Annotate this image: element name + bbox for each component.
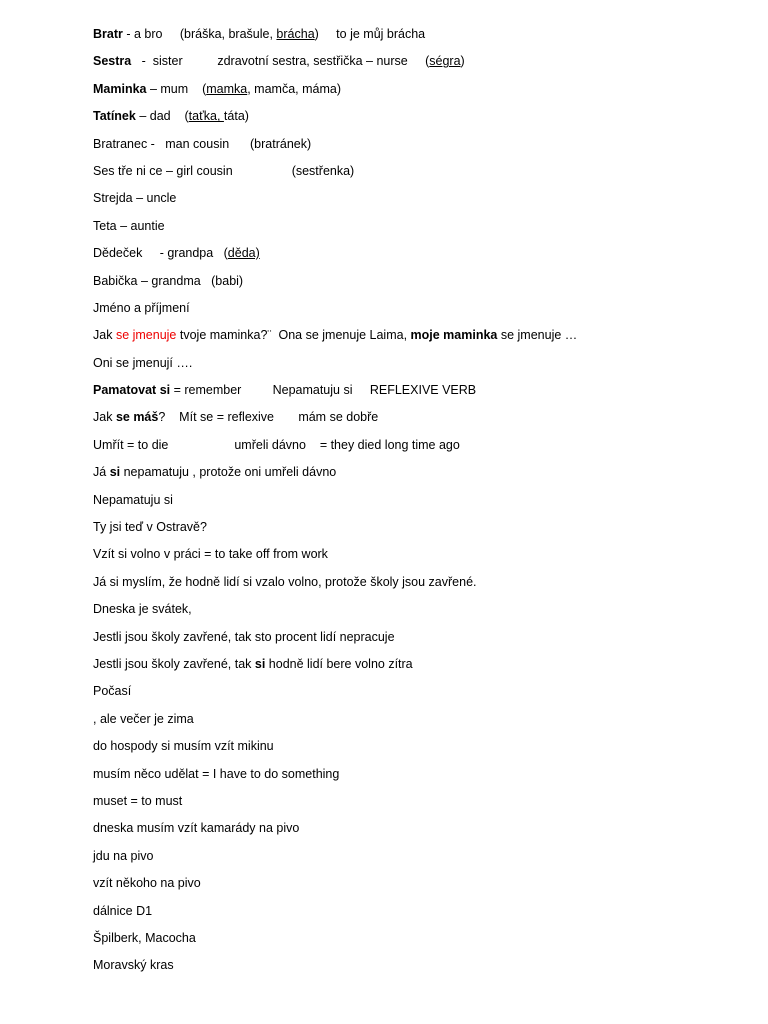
- text-segment: Strejda – uncle: [93, 191, 177, 206]
- text-segment: muset = to must: [93, 793, 183, 808]
- text-line: [93, 793, 733, 820]
- text-segment: se máš: [115, 410, 159, 425]
- text-line: [93, 464, 733, 491]
- text-segment: hodně lidí bere volno zítra: [265, 656, 413, 671]
- text-segment: Špilberk, Macocha: [93, 930, 196, 945]
- text-line: [93, 327, 733, 354]
- text-line: [93, 957, 733, 984]
- text-line: [93, 711, 733, 738]
- text-segment: mamka: [206, 81, 248, 96]
- text-segment: – mum (: [146, 81, 207, 96]
- text-segment: si: [109, 465, 121, 480]
- text-line: [93, 26, 733, 53]
- text-line: [93, 546, 733, 573]
- text-segment: Dneska je svátek,: [93, 602, 192, 617]
- text-segment: ) to je můj brácha: [314, 27, 426, 41]
- text-segment: musím něco udělat = I have to do something: [93, 766, 340, 781]
- text-line: [93, 273, 733, 300]
- text-segment: Počasí: [93, 684, 132, 699]
- text-line: [93, 574, 733, 601]
- text-line: [93, 218, 733, 245]
- document-page: [93, 26, 733, 985]
- text-segment: ): [460, 54, 465, 69]
- text-segment: taťka,: [188, 109, 224, 124]
- text-segment: , mamča, máma): [247, 81, 341, 96]
- text-line: [93, 875, 733, 902]
- text-segment: Pamatovat si: [93, 383, 171, 398]
- text-segment: Babička – grandma (babi): [93, 273, 244, 288]
- text-line: [93, 163, 733, 190]
- text-line: [93, 300, 733, 327]
- text-segment: Ty jsi teď v Ostravě?: [93, 520, 207, 535]
- text-segment: – dad (: [135, 109, 189, 124]
- text-line: [93, 245, 733, 272]
- text-segment: Bratr: [93, 27, 123, 41]
- text-segment: vzít někoho na pivo: [93, 876, 201, 891]
- text-line: [93, 382, 733, 409]
- text-line: [93, 81, 733, 108]
- text-line: [93, 190, 733, 217]
- text-segment: Teta – auntie: [93, 218, 165, 233]
- text-segment: Jak: [93, 328, 116, 343]
- text-line: [93, 355, 733, 382]
- text-line: [93, 656, 733, 683]
- text-segment: ségra: [429, 54, 461, 69]
- text-line: [93, 437, 733, 464]
- text-line: [93, 848, 733, 875]
- text-segment: Jméno a příjmení: [93, 300, 190, 315]
- text-segment: Jestli jsou školy zavřené, tak: [93, 656, 255, 671]
- text-segment: Maminka: [93, 81, 147, 96]
- text-segment: Nepamatuju si: [93, 492, 173, 507]
- text-line: [93, 601, 733, 628]
- text-segment: Oni se jmenují ….: [93, 355, 193, 370]
- text-segment: - sister zdravotní sestra, sestřička – nurse (: [131, 54, 430, 69]
- text-segment: Sestra: [93, 54, 132, 69]
- text-line: [93, 53, 733, 80]
- text-segment: děda): [227, 246, 260, 261]
- text-line: [93, 820, 733, 847]
- text-line: [93, 108, 733, 135]
- text-segment: ? Mít se = reflexive mám se dobře: [158, 410, 379, 425]
- text-segment: moje maminka: [410, 328, 498, 343]
- text-segment: Vzít si volno v práci = to take off from work: [93, 547, 328, 562]
- text-segment: si: [254, 656, 266, 671]
- text-segment: nepamatuju , protože oni umřeli dávno: [120, 465, 337, 480]
- text-line: [93, 629, 733, 656]
- text-segment: Já si myslím, že hodně lidí si vzalo volno, protože školy jsou zavřené.: [93, 574, 477, 589]
- text-segment: brácha: [276, 27, 315, 41]
- text-line: [93, 903, 733, 930]
- text-line: [93, 766, 733, 793]
- text-segment: - a bro (bráška, brašule,: [122, 27, 277, 41]
- text-segment: Umřít = to die umřeli dávno = they died long time ago: [93, 437, 460, 452]
- text-segment: Ses tře ni ce – girl cousin (sestřenka): [93, 163, 355, 178]
- text-segment: Jak: [93, 410, 116, 425]
- text-segment: do hospody si musím vzít mikinu: [93, 739, 274, 754]
- text-line: [93, 683, 733, 710]
- text-segment: = remember Nepamatuju si REFLEXIVE VERB: [170, 383, 477, 398]
- text-segment: , ale večer je zima: [93, 711, 194, 726]
- text-segment: se jmenuje: [115, 328, 177, 343]
- text-segment: Tatínek: [93, 109, 136, 124]
- text-segment: dálnice D1: [93, 903, 153, 918]
- text-line: [93, 738, 733, 765]
- text-segment: tvoje maminka?¨ Ona se jmenuje Laima,: [176, 328, 411, 343]
- text-line: [93, 136, 733, 163]
- text-line: [93, 930, 733, 957]
- text-segment: Bratranec - man cousin (bratránek): [93, 136, 312, 151]
- text-segment: dneska musím vzít kamarády na pivo: [93, 821, 300, 836]
- text-segment: se jmenuje …: [497, 328, 578, 343]
- text-line: [93, 519, 733, 546]
- text-segment: Já: [93, 465, 110, 480]
- text-line: [93, 409, 733, 436]
- text-segment: táta): [223, 109, 249, 124]
- text-line: [93, 492, 733, 519]
- text-segment: Moravský kras: [93, 958, 174, 973]
- text-segment: Jestli jsou školy zavřené, tak sto procent lidí nepracuje: [93, 629, 395, 644]
- text-segment: jdu na pivo: [93, 848, 154, 863]
- text-segment: Dědeček - grandpa (: [93, 246, 228, 261]
